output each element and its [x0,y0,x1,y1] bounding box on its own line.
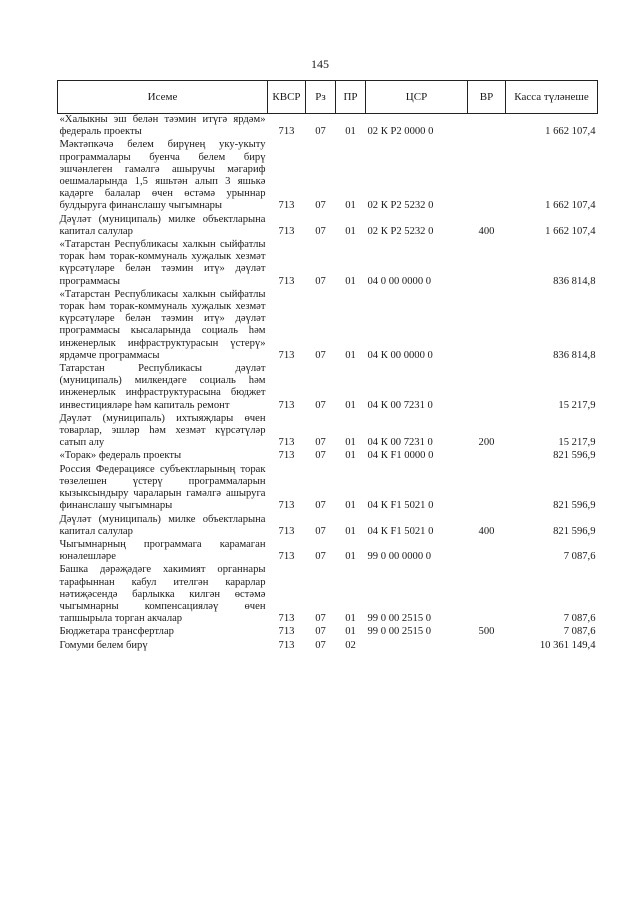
cell-csr: 02 К Р2 5232 0 [367,200,434,212]
cell-name: Башка дәрәҗәдәге хакимият органнары тарафыннан кабул ителгән карарлар нәтиҗәсендә барлыкка килгән өстәмә чыгымнарны компенсацияләү өчен тапшырыла торган акчалар [59,564,266,625]
table-row [58,239,598,289]
cell-rz: 07 [315,626,326,638]
cell-rz: 07 [315,525,326,537]
cell-rz: 07 [315,500,326,512]
cell-rz: 07 [315,399,326,411]
cell-rz: 07 [315,349,326,361]
cell-pr: 01 [345,200,356,212]
cell-pr: 01 [345,275,356,287]
cell-kvsr: 713 [278,126,295,138]
cell-name: Дәүләт (муниципаль) милке объектларына капитал салулар [59,513,266,537]
cell-pr: 01 [345,399,356,411]
cell-name: Дәүләт (муниципаль) милке объектларына капитал салулар [59,213,266,237]
cell-kvsr: 713 [278,551,295,563]
cell-csr: 02 К Р2 5232 0 [367,225,434,237]
cell-pr: 01 [345,225,356,237]
cell-amount: 7 087,6 [563,613,596,625]
table-row [58,626,598,639]
header-kassa: Касса түләнеше [506,81,598,114]
cell-vr [468,363,506,413]
cell-amount: 10 361 149,4 [539,639,596,651]
header-pr: ПР [336,81,366,114]
cell-vr [468,239,506,289]
cell-pr: 01 [345,126,356,138]
cell-rz: 07 [315,275,326,287]
cell-rz: 07 [315,613,326,625]
cell-rz: 07 [315,437,326,449]
cell-csr: 99 0 00 2515 0 [367,613,432,625]
table-row [58,539,598,564]
cell-name: Россия Федерациясе субъектларының торак төзелешен үстерү программаларын кызыксындыру чараларын гамәлгә ашыруга финанслашу чыгымнары [59,463,266,512]
cell-pr: 01 [345,450,356,462]
cell-name: «Торак» федераль проекты [59,450,182,462]
header-kvsr: КВСР [268,81,306,114]
cell-amount: 836 814,8 [553,349,596,361]
cell-kvsr: 713 [278,349,295,361]
cell-rz: 07 [315,126,326,138]
table-header-row [58,81,598,114]
cell-csr: 04 К 00 0000 0 [367,349,433,361]
cell-amount: 821 596,9 [553,525,596,537]
cell-csr [366,640,468,653]
cell-rz: 07 [315,551,326,563]
cell-name: Мәктәпкәчә белем бирүнең уку-укыту программалары буенча белем бирү эшчәнлеген гамәлгә ашыручы мәгариф оешмаларында 1,5 яшьтән алып 3 яшькә кадәрге балалар өчен өстәмә урыннар булдыруга финанслашу чыгымнары [59,139,266,212]
cell-pr: 01 [345,500,356,512]
cell-rz: 07 [315,225,326,237]
cell-csr: 04 К F1 5021 0 [367,525,434,537]
cell-kvsr: 713 [278,525,295,537]
cell-pr: 01 [345,349,356,361]
cell-vr [468,640,506,653]
cell-vr: 500 [478,626,495,638]
cell-kvsr: 713 [278,225,295,237]
cell-vr [468,139,506,213]
header-csr: ЦСР [366,81,468,114]
table-row [58,464,598,514]
cell-kvsr: 713 [278,437,295,449]
cell-pr: 02 [345,639,356,651]
cell-amount: 15 217,9 [558,437,596,449]
cell-kvsr: 713 [278,613,295,625]
table-row [58,514,598,539]
cell-csr: 04 0 00 0000 0 [367,275,432,287]
cell-pr: 01 [345,613,356,625]
cell-vr [468,114,506,140]
cell-vr: 400 [478,225,495,237]
cell-kvsr: 713 [278,200,295,212]
cell-kvsr: 713 [278,639,295,651]
cell-kvsr: 713 [278,626,295,638]
cell-pr: 01 [345,437,356,449]
cell-amount: 821 596,9 [553,450,596,462]
cell-vr [468,289,506,363]
page-number: 145 [311,57,329,71]
cell-pr: 01 [345,626,356,638]
cell-pr: 01 [345,551,356,563]
table-row [58,114,598,140]
cell-vr [468,564,506,626]
cell-name: Татарстан Республикасы дәүләт (муниципаль) милкендәге социаль һәм инженерлык инфраструктурасына бюджет инвестицияләре һәм капиталь ремонт [59,363,266,411]
cell-rz: 07 [315,639,326,651]
cell-amount: 1 662 107,4 [545,200,596,212]
cell-amount: 7 087,6 [563,626,596,638]
cell-amount: 821 596,9 [553,500,596,512]
table-row [58,640,598,653]
cell-name: Бюджетара трансфертлар [59,626,174,638]
cell-rz: 07 [315,450,326,462]
cell-kvsr: 713 [278,500,295,512]
cell-vr [468,464,506,514]
cell-rz: 07 [315,200,326,212]
table-row [58,363,598,413]
cell-csr: 99 0 00 0000 0 [367,551,432,563]
cell-vr [468,539,506,564]
cell-name: Гомуми белем бирү [59,639,148,651]
cell-name: Дәүләт (муниципаль) ихтыяҗлары өчен товарлар, эшләр һәм хезмәт күрсәтүләр сатып алу [59,412,266,449]
cell-csr: 99 0 00 2515 0 [367,626,432,638]
cell-kvsr: 713 [278,399,295,411]
cell-amount: 1 662 107,4 [545,126,596,138]
cell-name: «Татарстан Республикасы халкын сыйфатлы торак һәм торак-коммуналь хуҗалык хезмәт күрсәтүләре белән тәэмин итү» дәүләт программасы [59,239,266,287]
table-row [58,139,598,213]
cell-pr: 01 [345,525,356,537]
cell-amount: 836 814,8 [553,275,596,287]
cell-name: «Татарстан Республикасы халкын сыйфатлы торак һәм торак-коммуналь хуҗалык хезмәт күрсәтүләре белән тәэмин итү» дәүләт программасы кысаларында социаль һәм инженерлык инфраструктурасын үстерү» ярдәмче программасы [59,288,266,361]
table-row [58,564,598,626]
table-row [58,413,598,451]
cell-kvsr: 713 [278,275,295,287]
cell-amount: 15 217,9 [558,399,596,411]
budget-table [57,80,598,653]
cell-vr: 200 [478,437,495,449]
table-row [58,289,598,363]
header-name: Исеме [58,81,268,114]
cell-amount: 1 662 107,4 [545,225,596,237]
header-vr: ВР [468,81,506,114]
cell-vr: 400 [478,525,495,537]
cell-vr [468,450,506,463]
cell-kvsr: 713 [278,450,295,462]
cell-name: Чыгымнарның программага карамаган юнәлешләре [59,538,266,563]
table-row [58,450,598,463]
cell-name: «Халыкны эш белән тәэмин итүгә ярдәм» федераль проекты [59,114,266,138]
cell-csr: 04 К 00 7231 0 [367,437,433,449]
cell-csr: 04 К F1 0000 0 [367,450,434,462]
cell-amount: 7 087,6 [563,551,596,563]
cell-csr: 04 К F1 5021 0 [367,500,434,512]
table-row [58,214,598,239]
cell-csr: 04 К 00 7231 0 [367,399,433,411]
cell-csr: 02 К Р2 0000 0 [367,126,434,138]
header-rz: Рз [306,81,336,114]
